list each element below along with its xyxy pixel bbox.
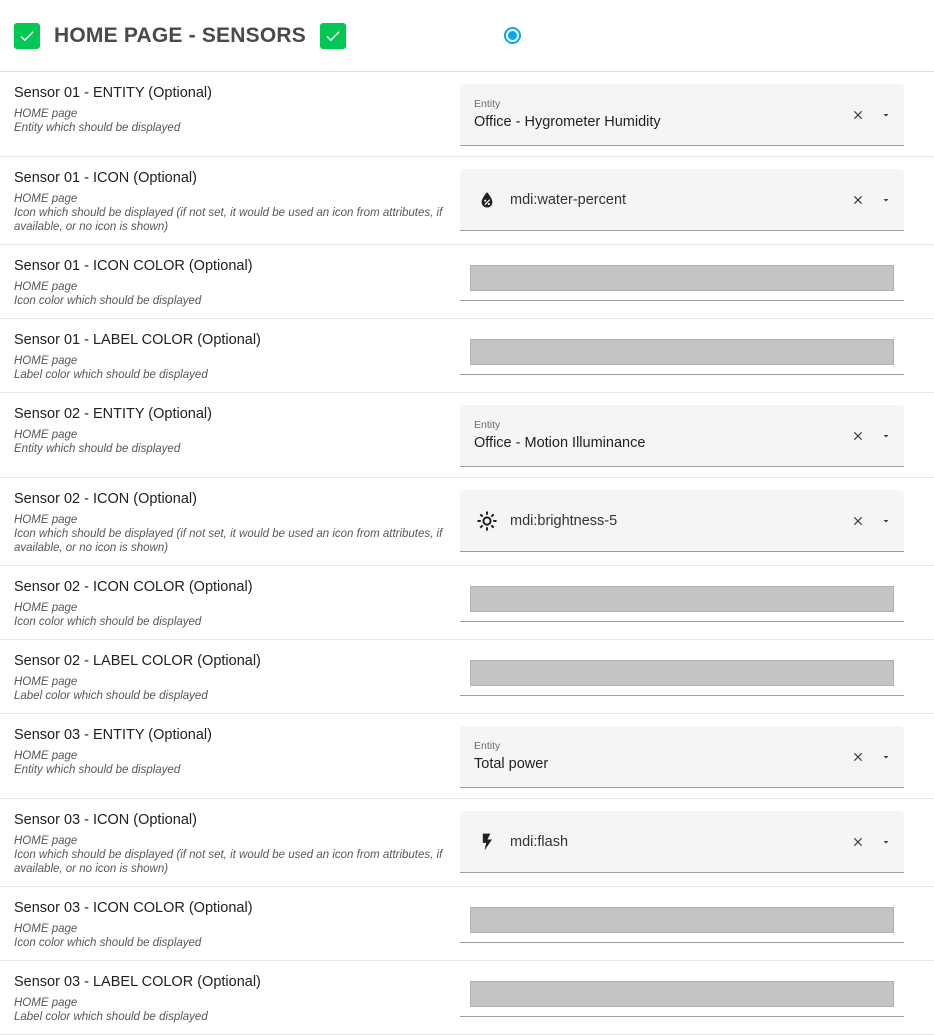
entity-field-text: [474, 84, 840, 145]
row-description: [0, 169, 460, 234]
row-control: [460, 331, 934, 375]
clear-icon[interactable]: [850, 191, 866, 209]
chevron-down-icon[interactable]: [878, 748, 894, 766]
settings-row: [0, 319, 934, 393]
color-picker-field[interactable]: [460, 899, 904, 943]
row-subtitle: HOME page: [14, 281, 78, 293]
row-subtitle: HOME page: [14, 193, 78, 205]
icon-select-field[interactable]: [460, 169, 904, 231]
entity-select-field[interactable]: [460, 726, 904, 788]
clear-icon[interactable]: [850, 833, 866, 851]
settings-row: [0, 566, 934, 640]
row-subtitle: HOME page: [14, 355, 78, 367]
row-subtitle: HOME page: [14, 835, 78, 847]
row-description: [0, 257, 460, 308]
icon-select-field[interactable]: [460, 490, 904, 552]
row-title: Sensor 01 - ICON COLOR (Optional): [14, 258, 253, 274]
settings-row: [0, 245, 934, 319]
settings-row: [0, 887, 934, 961]
row-subtitle: HOME page: [14, 514, 78, 526]
chevron-down-icon[interactable]: [878, 191, 894, 209]
row-control: [460, 726, 934, 788]
entity-field-label: Entity: [474, 419, 501, 431]
entity-field-value: Office - Motion Illuminance: [474, 435, 646, 451]
field-actions: [840, 748, 894, 766]
field-actions: [840, 833, 894, 851]
entity-field-label: Entity: [474, 98, 501, 110]
entity-select-field[interactable]: [460, 84, 904, 146]
row-title: Sensor 03 - ENTITY (Optional): [14, 727, 212, 743]
brightness-5-icon: [474, 510, 500, 532]
icon-select-field[interactable]: [460, 811, 904, 873]
row-control: [460, 899, 934, 943]
row-subtitle: HOME page: [14, 676, 78, 688]
row-help-text: Label color which should be displayed: [14, 369, 208, 381]
entity-field-text: [474, 726, 840, 787]
color-picker-field[interactable]: [460, 578, 904, 622]
row-control: [460, 578, 934, 622]
row-title: Sensor 02 - ICON (Optional): [14, 491, 197, 507]
color-swatch[interactable]: [470, 981, 894, 1007]
header-radio-button[interactable]: [496, 19, 530, 53]
chevron-down-icon[interactable]: [878, 427, 894, 445]
row-title: Sensor 03 - ICON COLOR (Optional): [14, 900, 253, 916]
row-subtitle: HOME page: [14, 750, 78, 762]
row-title: Sensor 01 - LABEL COLOR (Optional): [14, 332, 261, 348]
settings-row: [0, 72, 934, 157]
color-swatch[interactable]: [470, 265, 894, 291]
entity-field-label: Entity: [474, 740, 501, 752]
color-swatch[interactable]: [470, 339, 894, 365]
header-checkbox-left[interactable]: [14, 23, 40, 49]
row-help-text: Entity which should be displayed: [14, 443, 181, 455]
row-help-text: Icon color which should be displayed: [14, 295, 202, 307]
chevron-down-icon[interactable]: [878, 106, 894, 124]
row-help-text: Label color which should be displayed: [14, 1011, 208, 1023]
row-description: [0, 490, 460, 555]
row-control: [460, 652, 934, 696]
row-subtitle: HOME page: [14, 997, 78, 1009]
row-control: [460, 84, 934, 146]
row-subtitle: HOME page: [14, 108, 78, 120]
row-description: [0, 726, 460, 777]
row-help-text: Icon color which should be displayed: [14, 616, 202, 628]
row-help-text: Entity which should be displayed: [14, 122, 181, 134]
color-picker-field[interactable]: [460, 331, 904, 375]
color-picker-field[interactable]: [460, 652, 904, 696]
settings-row: [0, 961, 934, 1035]
row-help-text: Icon color which should be displayed: [14, 937, 202, 949]
row-title: Sensor 01 - ENTITY (Optional): [14, 85, 212, 101]
row-subtitle: HOME page: [14, 602, 78, 614]
row-description: [0, 899, 460, 950]
entity-field-value: Office - Hygrometer Humidity: [474, 114, 661, 130]
flash-icon: [474, 832, 500, 852]
header-checkbox-right[interactable]: [320, 23, 346, 49]
row-control: [460, 490, 934, 552]
field-actions: [840, 427, 894, 445]
chevron-down-icon[interactable]: [878, 512, 894, 530]
page-header: [0, 0, 934, 72]
row-subtitle: HOME page: [14, 923, 78, 935]
clear-icon[interactable]: [850, 748, 866, 766]
icon-field-value: mdi:brightness-5: [510, 512, 618, 529]
row-description: [0, 405, 460, 456]
row-description: [0, 331, 460, 382]
row-title: Sensor 03 - LABEL COLOR (Optional): [14, 974, 261, 990]
color-swatch[interactable]: [470, 660, 894, 686]
icon-field-value: mdi:flash: [510, 833, 569, 850]
settings-row: [0, 799, 934, 887]
row-control: [460, 257, 934, 301]
entity-field-text: [474, 405, 840, 466]
icon-field-text: [510, 811, 840, 872]
entity-select-field[interactable]: [460, 405, 904, 467]
color-picker-field[interactable]: [460, 257, 904, 301]
row-help-text: Label color which should be displayed: [14, 690, 208, 702]
settings-row: [0, 478, 934, 566]
settings-row: [0, 714, 934, 799]
row-description: [0, 578, 460, 629]
row-control: [460, 405, 934, 467]
color-picker-field[interactable]: [460, 973, 904, 1017]
row-title: Sensor 02 - ENTITY (Optional): [14, 406, 212, 422]
row-control: [460, 169, 934, 231]
water-percent-icon: [474, 190, 500, 210]
row-title: Sensor 02 - LABEL COLOR (Optional): [14, 653, 261, 669]
row-help-text: Icon which should be displayed (if not set, it would be used an icon from attributes, if available, or no icon is shown): [14, 849, 443, 875]
entity-field-value: Total power: [474, 756, 549, 772]
clear-icon[interactable]: [850, 427, 866, 445]
row-title: Sensor 01 - ICON (Optional): [14, 170, 197, 186]
settings-row: [0, 157, 934, 245]
row-subtitle: HOME page: [14, 429, 78, 441]
field-actions: [840, 512, 894, 530]
row-help-text: Icon which should be displayed (if not set, it would be used an icon from attributes, if available, or no icon is shown): [14, 207, 443, 233]
row-help-text: Entity which should be displayed: [14, 764, 181, 776]
settings-rows: [0, 72, 934, 1035]
color-swatch[interactable]: [470, 586, 894, 612]
settings-row: [0, 640, 934, 714]
row-control: [460, 973, 934, 1017]
row-description: [0, 973, 460, 1024]
row-description: [0, 652, 460, 703]
field-actions: [840, 191, 894, 209]
radio-dot: [508, 31, 517, 40]
icon-field-text: [510, 490, 840, 551]
row-control: [460, 811, 934, 873]
radio-selected-icon: [504, 27, 521, 44]
row-title: Sensor 02 - ICON COLOR (Optional): [14, 579, 253, 595]
icon-field-value: mdi:water-percent: [510, 191, 627, 208]
settings-row: [0, 393, 934, 478]
clear-icon[interactable]: [850, 106, 866, 124]
row-description: [0, 811, 460, 876]
clear-icon[interactable]: [850, 512, 866, 530]
icon-field-text: [510, 169, 840, 230]
row-description: [0, 84, 460, 135]
page-title: HOME PAGE - SENSORS: [54, 23, 306, 47]
row-title: Sensor 03 - ICON (Optional): [14, 812, 197, 828]
chevron-down-icon[interactable]: [878, 833, 894, 851]
field-actions: [840, 106, 894, 124]
color-swatch[interactable]: [470, 907, 894, 933]
row-help-text: Icon which should be displayed (if not set, it would be used an icon from attributes, if available, or no icon is shown): [14, 528, 443, 554]
